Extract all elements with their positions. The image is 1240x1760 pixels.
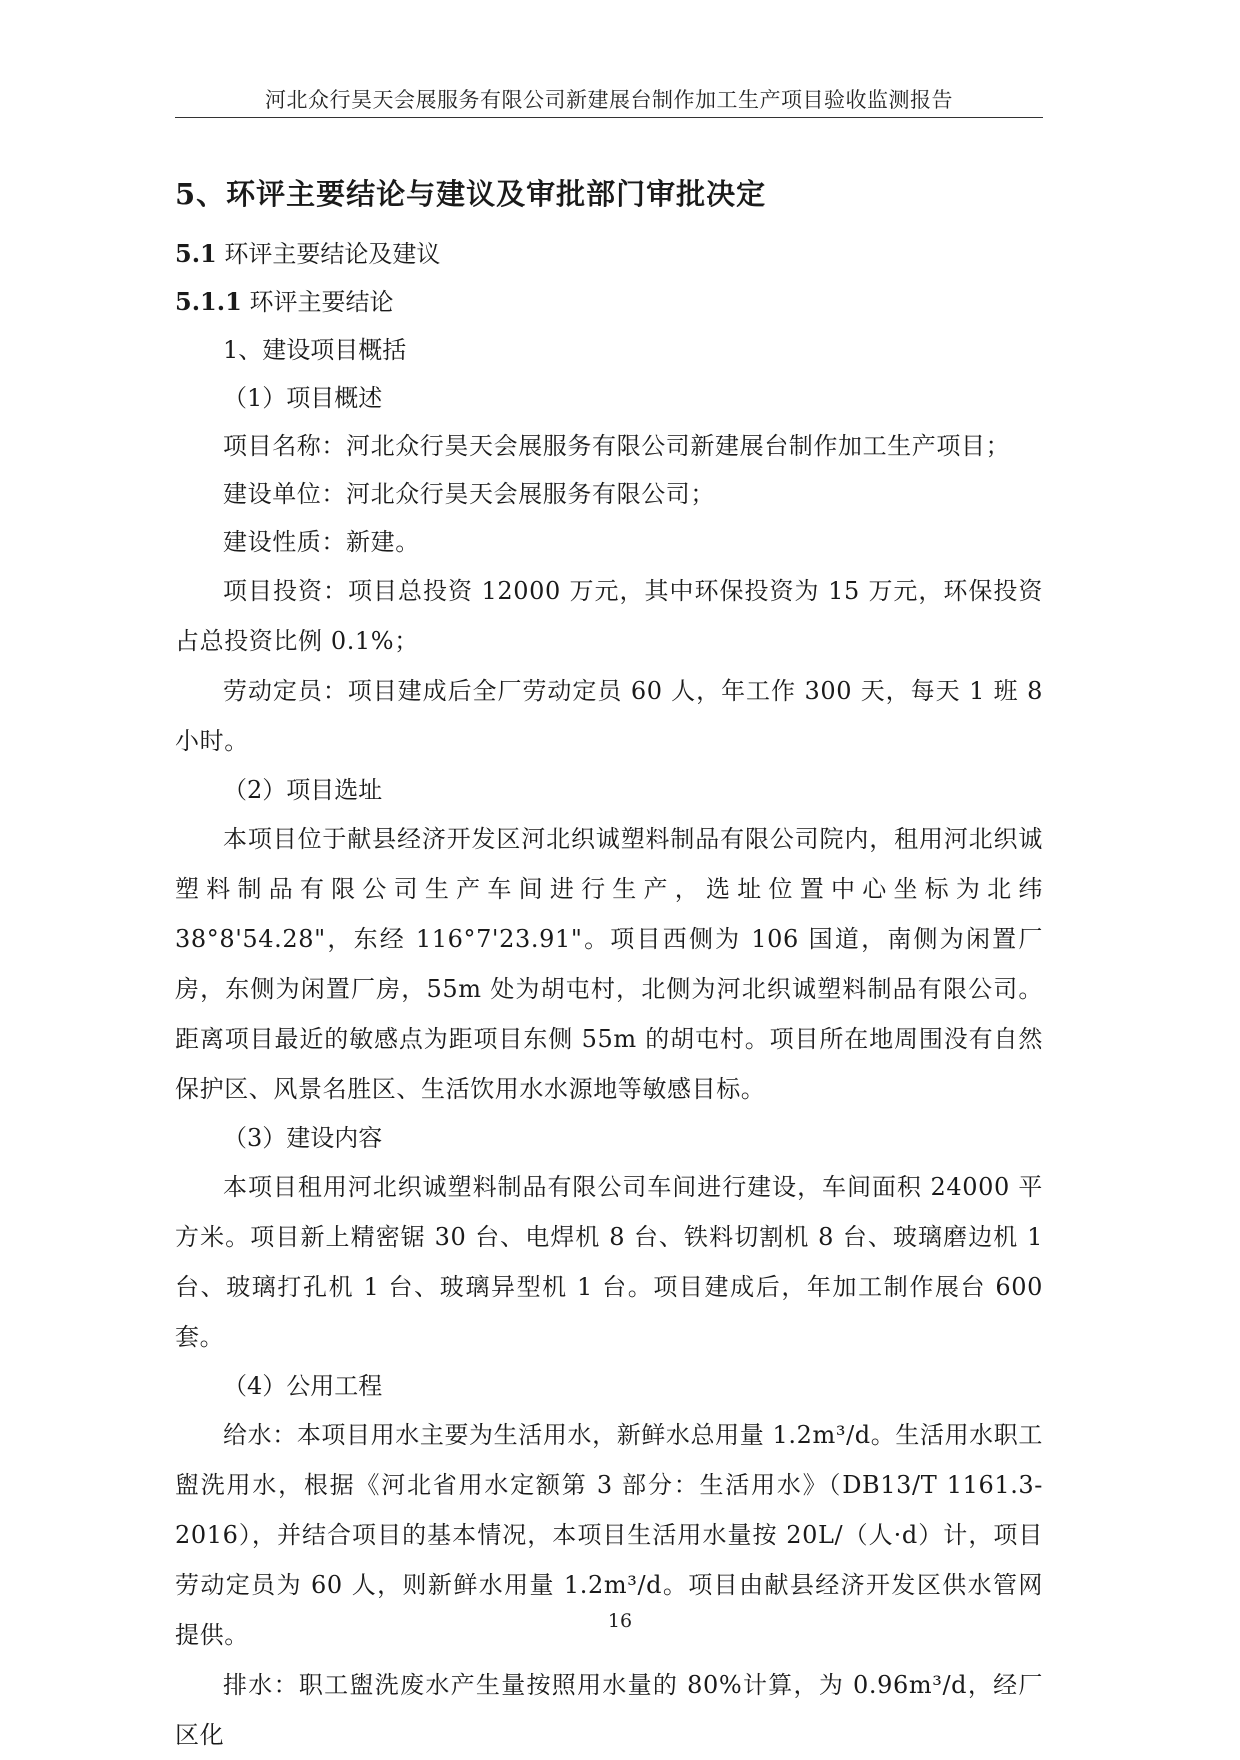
- item-heading: （3）建设内容: [223, 1124, 383, 1152]
- subsection-text: 环评主要结论及建议: [216, 240, 441, 268]
- paragraph-construction-unit: 建设单位：河北众行昊天会展服务有限公司；: [223, 480, 715, 508]
- page-body: [175, 172, 1043, 1760]
- paragraph-drainage: 排水：职工盥洗废水产生量按照用水量的 80%计算，为 0.96m³/d，经厂区化: [175, 1671, 1043, 1749]
- paragraph-construction-content: 本项目租用河北织诚塑料制品有限公司车间进行建设，车间面积 24000 平方米。项目新上精密锯 30 台、电焊机 8 台、铁料切割机 8 台、玻璃磨边机 1 台、玻璃打孔机 1 台、玻璃异型机 1 台。项目建成后，年加工制作展台 600 套。: [175, 1173, 1043, 1351]
- subsection-number: 5.1: [175, 239, 217, 268]
- item-heading: （4）公用工程: [223, 1372, 383, 1400]
- item-heading: 1、建设项目概括: [223, 336, 407, 364]
- paragraph-site: 本项目位于献县经济开发区河北织诚塑料制品有限公司院内，租用河北织诚塑料制品有限公司生产车间进行生产，选址位置中心坐标为北纬 38°8'54.28"，东经 116°7'23.91"。项目西侧为 106 国道，南侧为闲置厂房，东侧为闲置厂房，55m 处为胡屯村，北侧为河北织诚塑料制品有限公司。距离项目最近的敏感点为距项目东侧 55m 的胡屯村。项目所在地周围没有自然保护区、风景名胜区、生活饮用水水源地等敏感目标。: [175, 825, 1043, 1103]
- paragraph-water-supply: 给水：本项目用水主要为生活用水，新鲜水总用量 1.2m³/d。生活用水职工盥洗用水，根据《河北省用水定额第 3 部分：生活用水》（DB13/T 1161.3-2016），并结合项目的基本情况，本项目生活用水量按 20L/（人·d）计，项目劳动定员为 60 人，则新鲜水用量 1.2m³/d。项目由献县经济开发区供水管网提供。: [175, 1421, 1043, 1649]
- subsection-number: 5.1.1: [175, 287, 242, 316]
- paragraph-project-name: 项目名称：河北众行昊天会展服务有限公司新建展台制作加工生产项目；: [223, 432, 1011, 460]
- subsection-5-1: [175, 230, 1043, 278]
- page-number: 16: [607, 1610, 633, 1632]
- header-rule: [175, 117, 1043, 118]
- item-heading: （2）项目选址: [223, 776, 383, 804]
- paragraph-staffing: 劳动定员：项目建成后全厂劳动定员 60 人，年工作 300 天，每天 1 班 8 小时。: [175, 677, 1043, 755]
- section-title: 5、环评主要结论与建议及审批部门审批决定: [175, 177, 767, 211]
- item-heading: （1）项目概述: [223, 384, 383, 412]
- paragraph-investment: 项目投资：项目总投资 12000 万元，其中环保投资为 15 万元，环保投资占总投资比例 0.1%；: [175, 577, 1043, 655]
- running-header: 河北众行昊天会展服务有限公司新建展台制作加工生产项目验收监测报告: [265, 88, 953, 112]
- subsection-text: 环评主要结论: [241, 288, 394, 316]
- paragraph-construction-nature: 建设性质：新建。: [223, 528, 420, 556]
- subsection-5-1-1: [175, 278, 1043, 326]
